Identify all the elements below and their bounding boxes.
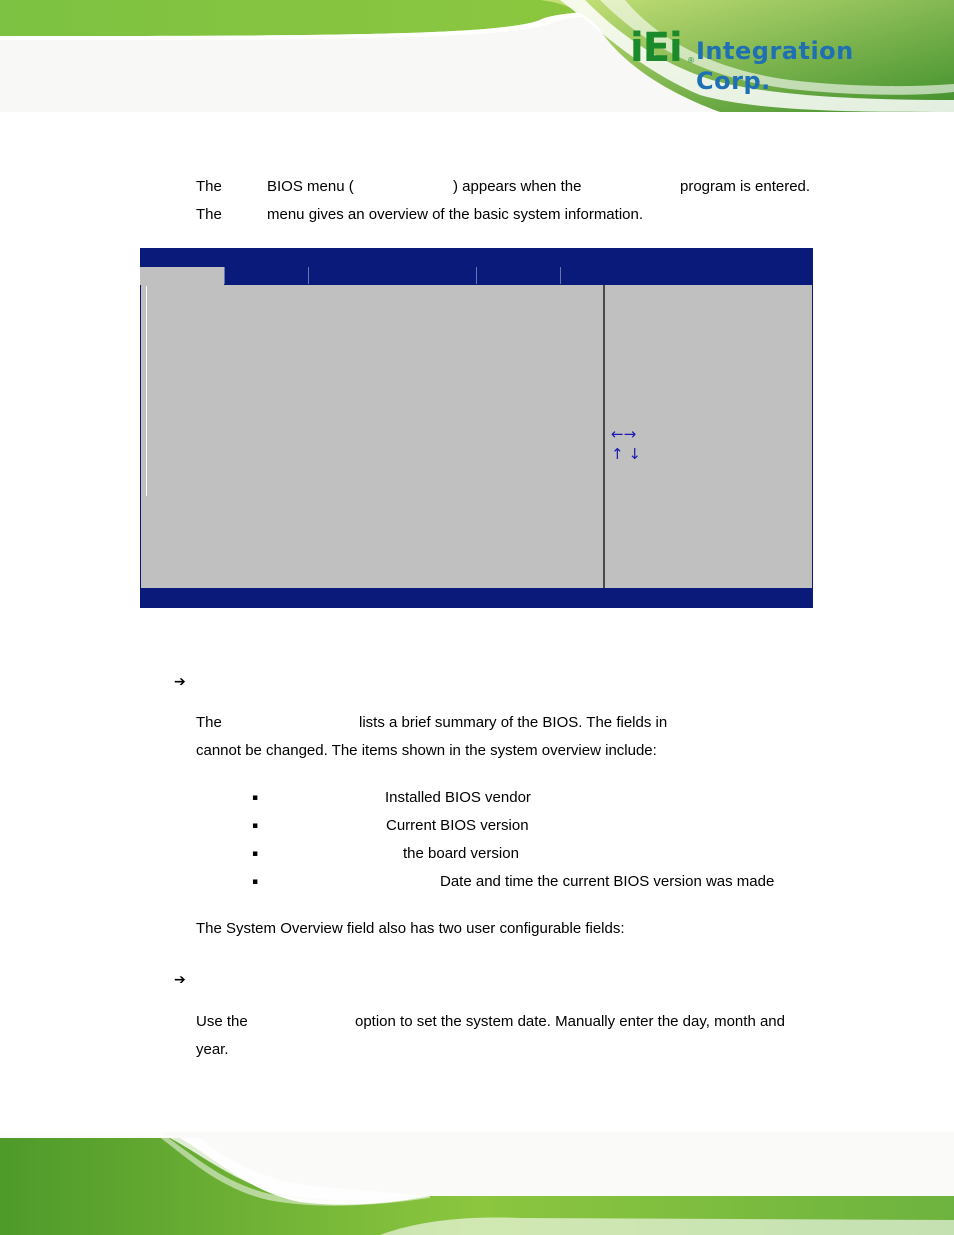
footer-swoosh-graphic [0, 1132, 954, 1235]
section1-para-line2: cannot be changed. The items shown in the system overview include: [196, 742, 657, 759]
bios-tab-2[interactable] [224, 267, 309, 284]
bios-panel-highlight-line [146, 286, 147, 496]
intro-line1-part2: BIOS menu ( [267, 178, 354, 195]
logo-mark: iEi [630, 25, 682, 71]
arrow-bullet-icon: ➔ [174, 674, 186, 690]
bios-help-panel [605, 285, 812, 588]
logo-wordmark: Integration Corp. [696, 37, 854, 95]
intro-line1-part3: ) appears when the [453, 178, 582, 195]
up-down-arrows-icon: ↑ ↓ [611, 445, 641, 463]
bullet-item-board-version: the board version [403, 845, 519, 862]
bullet-marker: ▪ [252, 793, 259, 803]
bios-tab-3[interactable] [308, 267, 477, 284]
intro-line2-part2: menu gives an overview of the basic system information. [267, 206, 644, 223]
bullet-item-build-date: Date and time the current BIOS version was made [440, 873, 775, 890]
bios-tab-main-active[interactable] [140, 267, 224, 285]
section2-line2: year. [196, 1041, 229, 1058]
intro-line1-part4: program is entered. [680, 178, 811, 195]
logo-registered-mark: ® [688, 56, 694, 65]
section1-closing: The System Overview field also has two user configurable fields: [196, 920, 625, 937]
bios-tab-5[interactable] [560, 267, 814, 284]
page-footer-banner [0, 1132, 954, 1235]
bios-status-bar [140, 588, 813, 608]
company-logo [630, 25, 920, 95]
bullet-marker: ▪ [252, 821, 259, 831]
left-right-arrows-icon: ←→ [611, 425, 637, 443]
intro-line1-part1: The [196, 178, 222, 195]
bullet-marker: ▪ [252, 849, 259, 859]
bullet-item-bios-vendor: Installed BIOS vendor [385, 789, 531, 806]
bios-tab-4[interactable] [476, 267, 561, 284]
bios-main-panel [141, 285, 603, 588]
bios-main-menu-screen [140, 248, 813, 608]
section2-line1-part2: option to set the system date. Manually enter the day, month and [355, 1013, 785, 1030]
arrow-bullet-icon: ➔ [174, 972, 186, 988]
intro-line2-part1: The [196, 206, 222, 223]
bios-tab-bar [140, 267, 813, 284]
section1-para-line1-part1: The [196, 714, 222, 731]
section1-para-line1-part2: lists a brief summary of the BIOS. The fields in [359, 714, 668, 731]
bullet-item-core-version: Current BIOS version [386, 817, 529, 834]
section2-line1-part1: Use the [196, 1013, 248, 1030]
bullet-marker: ▪ [252, 877, 259, 887]
